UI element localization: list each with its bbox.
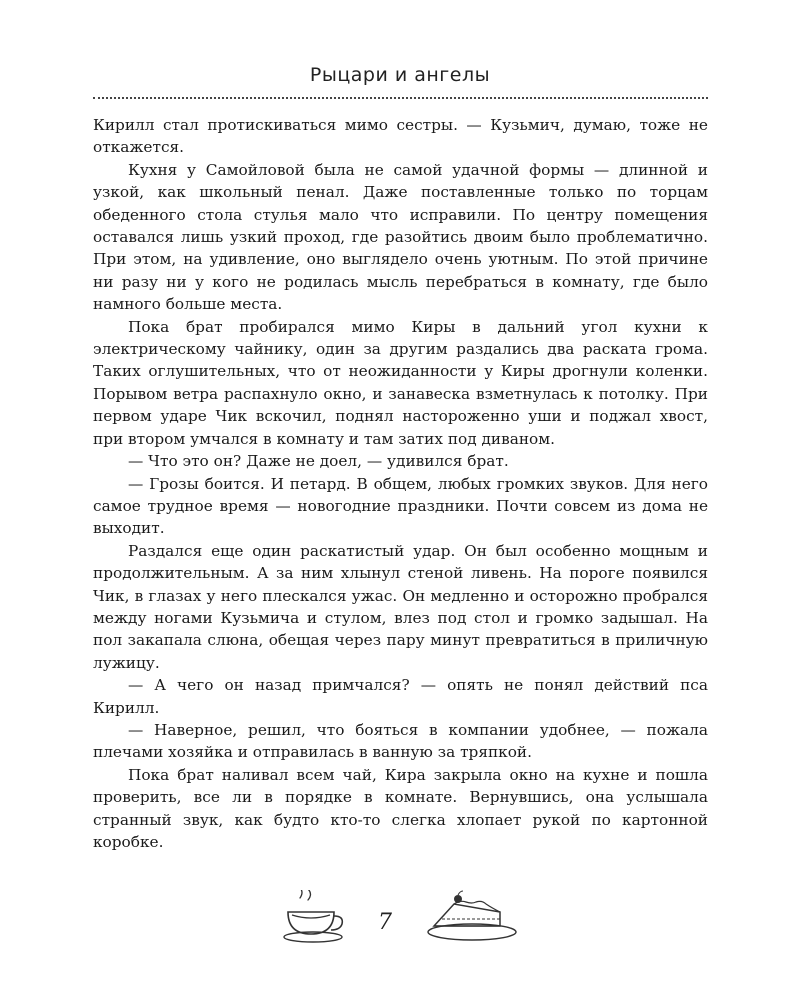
coffee-cup-icon (280, 890, 360, 945)
body-text (93, 114, 708, 853)
paragraph-6: Раздался еще один раскатистый удар. Он был особенно мощным и продолжительным. А за ним хлынул стеной ливень. На пороге появился Чик, в глазах у него плескался ужас. Он медленно и осторожно пробрался между ногами Кузьмича и стулом, влез под стол и громко задышал. На пол закапала слюна, обещая через пару минут превратиться в приличную лужицу. (93, 541, 708, 672)
paragraph-9: Пока брат наливал всем чай, Кира закрыла окно на кухне и пошла проверить, все ли в порядке в комнате. Вернувшись, она услышала странный звук, как будто кто-то слегка хлопает рукой по картонной коробке. (93, 765, 708, 851)
paragraph-5: — Грозы боится. И петард. В общем, любых громких звуков. Для него самое трудное время — новогодние праздники. Почти совсем из дома не выходит. (93, 474, 708, 538)
paragraph-4: — Что это он? Даже не доел, — удивился брат. (128, 452, 509, 471)
running-title: Рыцари и ангелы (309, 64, 491, 86)
paragraph-7: — А чего он назад примчался? — опять не понял действий пса Кирилл. (93, 676, 708, 717)
paragraph-2: Кухня у Самойловой была не самой удачной формы — длинной и узкой, как школьный пенал. Даже поставленные только по торцам обеденного стола стулья мало что исправили. По центру помещения оставался лишь узкий проход, где разойтись двоим было проблематично. При этом, на удивление, оно выглядело очень уютным. По этой причине ни разу ни у кого не родилась мысль перебраться в комнату, где было намного больше места. (93, 160, 708, 314)
paragraph-8: — Наверное, решил, что бояться в компании удобнее, — пожала плечами хозяйка и отправилась в ванную за тряпкой. (93, 720, 708, 762)
page-number: 7 (378, 910, 392, 935)
paragraph-3: Пока брат пробирался мимо Киры в дальний угол кухни к электрическому чайнику, один за другим раздались два раската грома. Таких оглушительных, что от неожиданности у Киры дрогнули коленки. Порывом ветра распахнуло окно, и занавеска взметнулась к потолку. При первом ударе Чик вскочил, поднял настороженно уши и поджал хвост, при втором умчался в комнату и там затих под диваном. (93, 317, 708, 448)
page-footer (0, 890, 800, 950)
dotted-rule (93, 97, 708, 99)
paragraph-1: Кирилл стал протискиваться мимо сестры. — Кузьмич, думаю, тоже не откажется. (93, 116, 708, 157)
cake-slice-icon (420, 890, 520, 945)
